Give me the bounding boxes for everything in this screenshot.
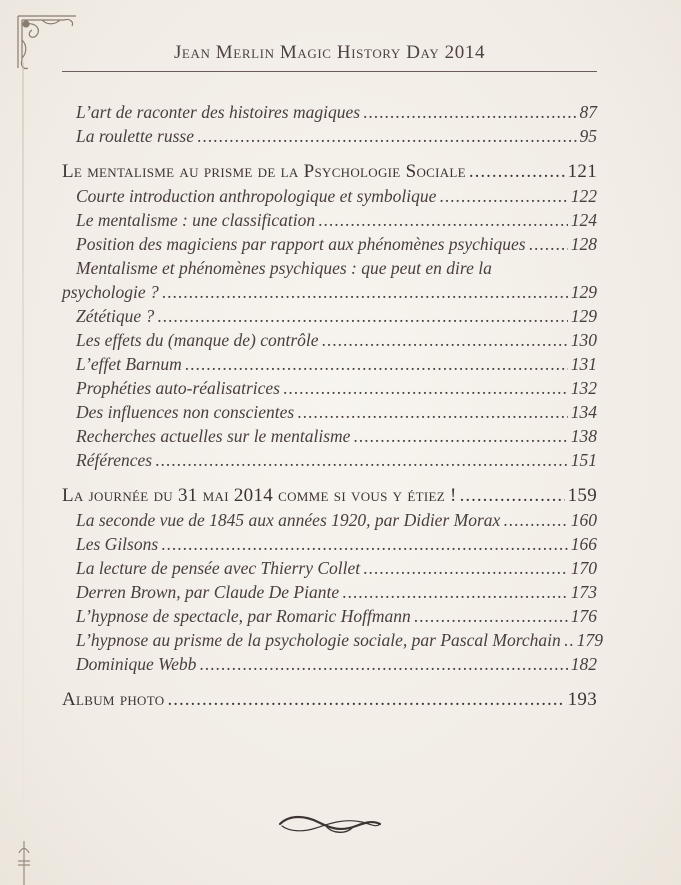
toc-entry-label: Derren Brown, par Claude De Piante [76, 582, 340, 602]
dot-leader [529, 232, 568, 256]
toc-page-number: 166 [570, 534, 597, 554]
toc-page-number: 130 [570, 330, 597, 350]
toc-entry-wrapped-first-line[interactable]: Mentalisme et phénomènes psychiques : que peut en dire la [76, 258, 492, 278]
toc-entry[interactable] [62, 208, 597, 232]
toc-entry[interactable] [62, 232, 597, 256]
toc-entry[interactable] [62, 100, 597, 124]
toc-entry[interactable] [62, 124, 597, 148]
toc-entry-label: La lecture de pensée avec Thierry Collet [76, 558, 361, 578]
toc-page-number: 121 [567, 161, 597, 182]
toc-entry-wrapped-continuation[interactable] [62, 280, 597, 304]
toc-entry-label: Recherches actuelles sur le mentalisme [76, 426, 351, 446]
dot-leader [439, 184, 567, 208]
dot-leader [322, 328, 568, 352]
dot-leader [318, 208, 568, 232]
toc-page-number: 131 [570, 354, 597, 374]
toc-entry-label: Zététique ? [76, 306, 155, 326]
dot-leader [197, 124, 577, 148]
toc-page-number: 173 [570, 582, 597, 602]
dot-leader [199, 652, 567, 676]
chapter-title: Album photo [62, 689, 165, 710]
toc-page-number: 159 [567, 485, 597, 506]
table-of-contents [62, 100, 603, 712]
toc-entry[interactable] [62, 424, 597, 448]
dot-leader [161, 532, 568, 556]
toc-entry[interactable] [62, 580, 597, 604]
toc-entry-label: La seconde vue de 1845 aux années 1920, par Didier Morax [76, 510, 501, 530]
toc-page-number: 122 [570, 186, 597, 206]
toc-page-number: 176 [570, 606, 597, 626]
dot-leader [414, 604, 568, 628]
toc-entry[interactable] [62, 304, 597, 328]
dot-leader [167, 688, 564, 712]
toc-entry-label: L’hypnose de spectacle, par Romaric Hoffmann [76, 606, 411, 626]
toc-entry[interactable] [62, 652, 597, 676]
running-header-title: Jean Merlin Magic History Day 2014 [173, 42, 486, 63]
chapter-title: La journée du 31 mai 2014 comme si vous y étiez ! [62, 485, 457, 506]
dot-leader [363, 100, 576, 124]
toc-entry[interactable] [62, 328, 597, 352]
toc-entry[interactable] [62, 508, 597, 532]
header-divider [62, 71, 597, 72]
toc-page-number: 182 [570, 654, 597, 674]
toc-entry[interactable] [62, 400, 597, 424]
toc-chapter-heading[interactable] [62, 484, 597, 508]
column-ornament-icon [14, 839, 34, 885]
toc-chapter-heading[interactable] [62, 688, 597, 712]
toc-entry-label: Position des magiciens par rapport aux phénomènes psychiques [76, 234, 526, 254]
toc-page-number: 124 [570, 210, 597, 230]
toc-entry[interactable] [62, 604, 597, 628]
toc-entry-label: Les Gilsons [76, 534, 159, 554]
dot-leader [283, 376, 568, 400]
dot-leader [157, 304, 568, 328]
toc-entry-label: Prophéties auto-réalisatrices [76, 378, 280, 398]
dot-leader [460, 484, 565, 508]
dot-leader [363, 556, 568, 580]
left-margin-rule [22, 62, 24, 842]
dot-leader [297, 400, 568, 424]
toc-page-number: 87 [579, 102, 597, 122]
toc-entry[interactable] [62, 352, 597, 376]
toc-page-number: 138 [570, 426, 597, 446]
toc-page-number: 129 [570, 306, 597, 326]
toc-page-number: 170 [570, 558, 597, 578]
dot-leader [162, 280, 568, 304]
toc-page-number: 134 [570, 402, 597, 422]
toc-entry-label: Le mentalisme : une classification [76, 210, 316, 230]
toc-entry[interactable] [62, 556, 597, 580]
toc-entry[interactable] [62, 628, 603, 652]
toc-page-number: 179 [576, 630, 603, 650]
toc-entry[interactable] [62, 184, 597, 208]
toc-page-number: 129 [570, 282, 597, 302]
toc-page-number: 128 [570, 234, 597, 254]
dot-leader [185, 352, 568, 376]
toc-entry-label: L’art de raconter des histoires magiques [76, 102, 361, 122]
toc-entry-label: Références [76, 450, 153, 470]
dot-leader [155, 448, 568, 472]
toc-entry-label: Des influences non conscientes [76, 402, 295, 422]
dot-leader [503, 508, 567, 532]
toc-entry[interactable] [62, 376, 597, 400]
toc-entry-label: Courte introduction anthropologique et symbolique [76, 186, 437, 206]
swash-ornament-icon [276, 810, 384, 840]
toc-page-number: 132 [570, 378, 597, 398]
toc-entry-label: Dominique Webb [76, 654, 197, 674]
dot-leader [342, 580, 568, 604]
toc-page-number: 160 [570, 510, 597, 530]
toc-entry[interactable] [62, 532, 597, 556]
toc-entry-label: L’effet Barnum [76, 354, 182, 374]
dot-leader [353, 424, 567, 448]
toc-entry-label: Les effets du (manque de) contrôle [76, 330, 319, 350]
dot-leader [564, 628, 574, 652]
dot-leader [469, 160, 565, 184]
toc-chapter-heading[interactable] [62, 160, 597, 184]
toc-page-number: 193 [567, 689, 597, 710]
toc-entry-label: La roulette russe [76, 126, 194, 146]
chapter-title: Le mentalisme au prisme de la Psychologie Sociale [62, 161, 466, 182]
toc-entry-label: L’hypnose au prisme de la psychologie sociale, par Pascal Morchain [76, 630, 561, 650]
toc-entry[interactable] [62, 448, 597, 472]
toc-page-number: 95 [579, 126, 597, 146]
toc-page-number: 151 [570, 450, 597, 470]
toc-entry-label: psychologie ? [62, 282, 159, 302]
